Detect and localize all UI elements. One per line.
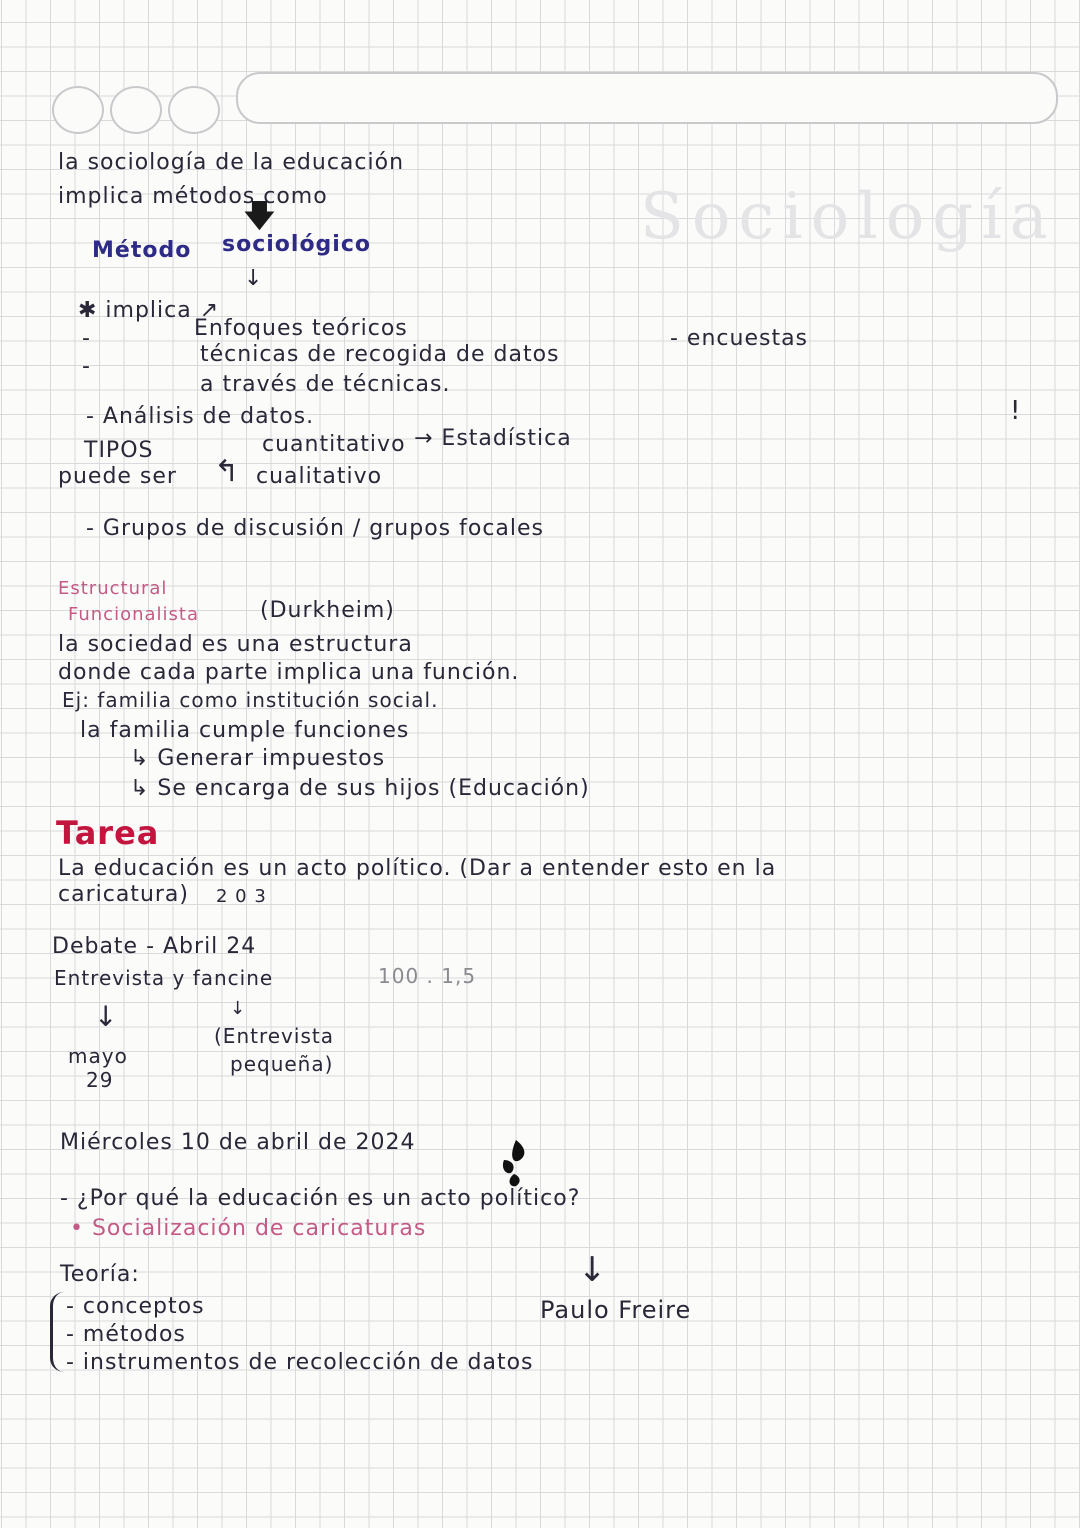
tecnicas-text: técnicas de recogida de datos bbox=[200, 342, 560, 367]
tipos-label: TIPOS bbox=[84, 438, 154, 463]
se-encarga-text: ↳ Se encarga de sus hijos (Educación) bbox=[130, 776, 590, 801]
conceptos-item: - conceptos bbox=[66, 1294, 205, 1319]
tarea-line-2: caricatura) bbox=[58, 882, 189, 907]
down-arrow-small-icon: ↓ bbox=[244, 266, 263, 291]
fecha-text: Miércoles 10 de abril de 2024 bbox=[60, 1130, 416, 1155]
estadistica-text: → Estadística bbox=[414, 426, 572, 451]
curly-brace-icon bbox=[50, 1292, 67, 1372]
a-traves-text: a través de técnicas. bbox=[200, 372, 451, 397]
down-arrow-icon: 🡇 bbox=[244, 199, 275, 234]
ejemplo-line: Ej: familia como institución social. bbox=[62, 688, 439, 712]
enfoques-text: Enfoques teóricos bbox=[194, 316, 408, 341]
sociologico-label: sociológico bbox=[222, 232, 372, 257]
generar-text: ↳ Generar impuestos bbox=[130, 746, 386, 771]
header-title-bar bbox=[236, 72, 1058, 124]
familia-cumple-text: la familia cumple funciones bbox=[80, 718, 410, 743]
tarea-number: 2 0 3 bbox=[216, 886, 267, 907]
paulo-freire-text: Paulo Freire bbox=[540, 1296, 692, 1324]
header-circle-1 bbox=[52, 86, 104, 134]
exclamation-mark: ! bbox=[1010, 396, 1022, 426]
sociedad-line-1: la sociedad es una estructura bbox=[58, 632, 413, 657]
implica-label: ✱ implica ↗ bbox=[78, 298, 220, 323]
analisis-text: - Análisis de datos. bbox=[86, 404, 315, 429]
header-circle-2 bbox=[110, 86, 162, 134]
debate-text: Debate - Abril 24 bbox=[52, 934, 257, 959]
estructural-heading: Estructural bbox=[58, 578, 168, 599]
mayo-text: mayo bbox=[68, 1044, 128, 1068]
encuestas-text: - encuestas bbox=[670, 326, 809, 351]
pregunta-text: - ¿Por qué la educación es un acto político? bbox=[60, 1186, 581, 1211]
intro-line-2: implica métodos como bbox=[58, 184, 328, 209]
socializacion-text: • Socialización de caricaturas bbox=[70, 1216, 427, 1241]
branch-arrow-icon: ↰ bbox=[214, 454, 240, 489]
dash-2: - bbox=[82, 354, 91, 379]
cualitativo-text: cualitativo bbox=[256, 464, 383, 489]
ink-splash-icon bbox=[494, 1138, 534, 1190]
header-circle-3 bbox=[168, 86, 220, 134]
down-arrow-entrevista-icon: ↓ bbox=[230, 998, 246, 1019]
entrevista-pequena-2: pequeña) bbox=[230, 1052, 334, 1076]
metodos-item: - métodos bbox=[66, 1322, 186, 1347]
durkheim-text: (Durkheim) bbox=[260, 598, 395, 623]
entrevista-pequena-1: (Entrevista bbox=[214, 1024, 334, 1048]
puede-ser-text: puede ser bbox=[58, 464, 177, 489]
entrevista-text: Entrevista y fancine bbox=[54, 966, 274, 990]
tarea-line-1: La educación es un acto político. (Dar a entender esto en la bbox=[58, 856, 777, 881]
dash-1: - bbox=[82, 326, 91, 351]
faint-title-watermark: Sociología bbox=[640, 180, 1056, 254]
tarea-heading: Tarea bbox=[56, 814, 160, 852]
mayo-day: 29 bbox=[86, 1068, 114, 1092]
funcionalista-heading: Funcionalista bbox=[68, 604, 200, 625]
intro-line-1: la sociología de la educación bbox=[58, 150, 405, 175]
metodo-label: Método bbox=[92, 238, 192, 263]
instrumentos-item: - instrumentos de recolección de datos bbox=[66, 1350, 534, 1375]
sociedad-line-2: donde cada parte implica una función. bbox=[58, 660, 520, 685]
down-arrow-mayo-icon: ↓ bbox=[94, 1000, 118, 1033]
grupos-text: - Grupos de discusión / grupos focales bbox=[86, 516, 545, 541]
teoria-heading: Teoría: bbox=[60, 1262, 140, 1287]
numbers-text: 100 . 1,5 bbox=[378, 964, 477, 988]
down-arrow-paulo-icon: ↓ bbox=[578, 1250, 607, 1290]
cuantitativo-text: cuantitativo bbox=[262, 432, 406, 457]
